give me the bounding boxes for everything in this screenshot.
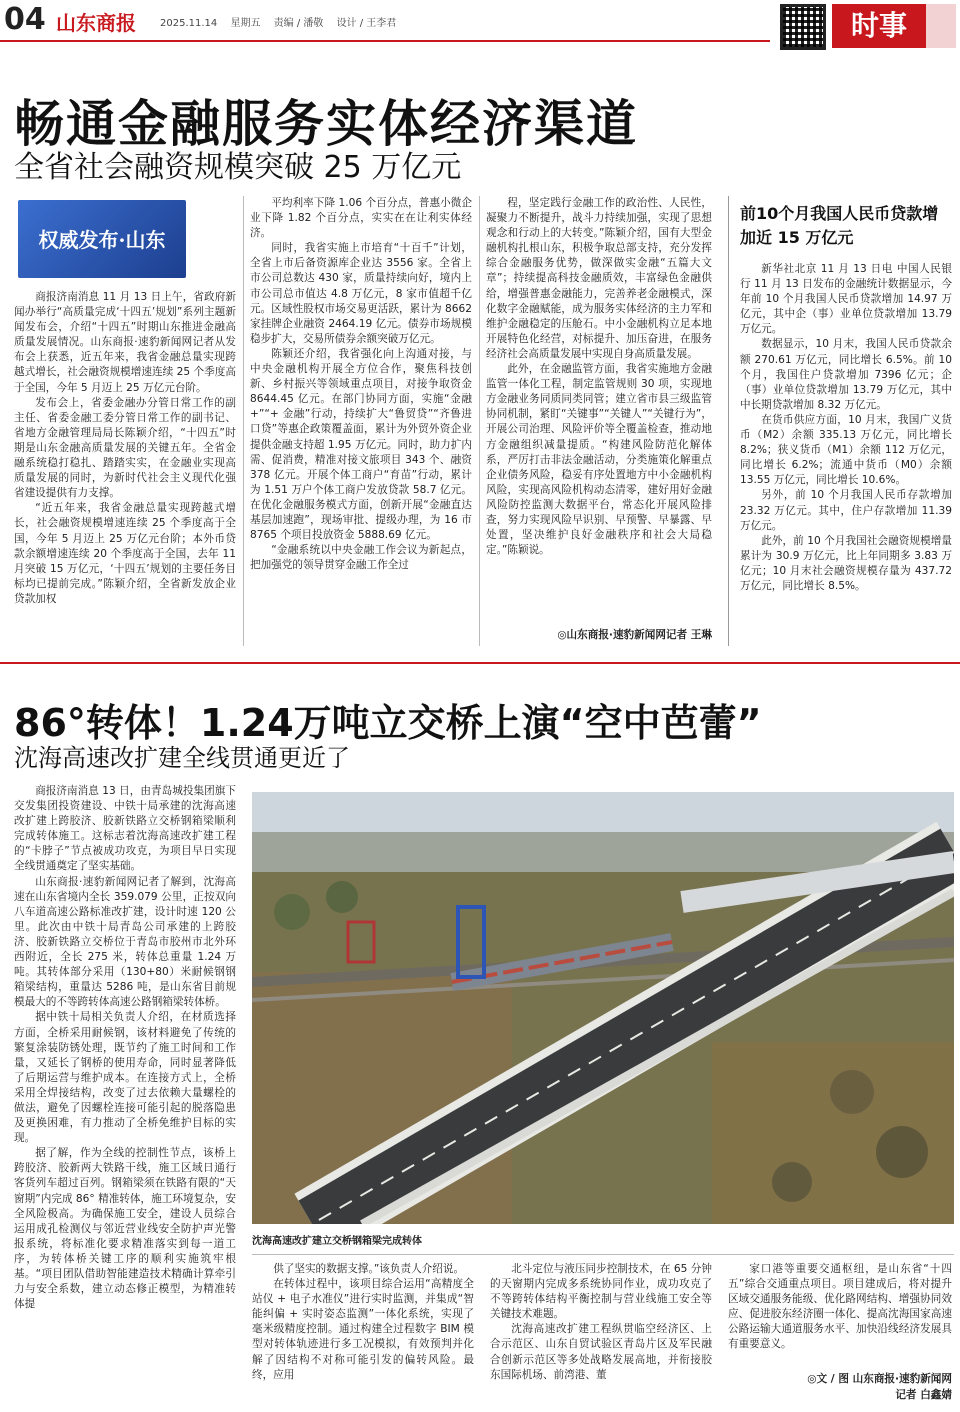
story-divider [0,662,960,664]
story2-byline: ◎文 / 图 山东商报·速豹新闻网 [807,1373,952,1385]
paragraph: 新华社北京 11 月 13 日电 中国人民银行 11 月 13 日发布的金融统计数据显示，今年前 10 个月我国人民币贷款增加 14.97 万亿元，其中企（事）业单位贷款增加 13.79 万亿元。 [740,263,952,336]
paragraph: 山东商报·速豹新闻网记者了解到，沈海高速在山东省境内全长 359.079 公里，正按双向八车道高速公路标准改扩建，设计时速 120 公里。此次由中铁十局青岛公司承建的上跨胶济、胶新铁路立交桥位于青岛市胶州市北外环西附近，全长 275 米，转体总重量 1.24 万吨。其转体部分采用（130+80）米耐候钢钢箱梁结构，重量达 5286 吨，是山东省目前规模最大的不等跨转体高速公路钢箱梁转体桥。 [14,875,236,1009]
paragraph: 北斗定位与液压同步控制技术，在 65 分钟的天窗期内完成多系统协同作业，成功攻克了不等跨转体结构平衡控制与营业线施工安全等关键技术难题。 [490,1263,712,1321]
story1-headline: 畅通金融服务实体经济渠道 [14,95,638,153]
paragraph: 家口港等重要交通枢纽，是山东省“十四五”综合交通重点项目。项目建成后，将对提升区域交通服务能级、优化路网结构、增强协同效应、促进胶东经济圈一体化、提高沈海国家高速公路运输大通道服务水平、加快沿线经济发展具有重要意义。 [728,1263,952,1351]
section-tag-accent [926,4,956,48]
paragraph: 此外，前 10 个月我国社会融资规模增量累计为 30.9 万亿元，比上年同期多 3.83 万亿元；10 月末社会融资规模存量为 437.72 万亿元，同比增长 8.5%。 [740,534,952,592]
editor-credit: 责编 / 潘敬 [273,18,324,29]
paragraph: 商报济南消息 13 日，由青岛城投集团旗下交发集团投资建设、中铁十局承建的沈海高速改扩建上跨胶济、胶新铁路立交桥钢箱梁顺利完成转体施工。这标志着沈海高速改扩建工程的“卡脖子”节点被成功攻克，为项目早日实现全线贯通奠定了坚实基础。 [14,785,236,873]
page-number: 04 [4,2,46,37]
paragraph: 商报济南消息 11 月 13 日上午，省政府新闻办举行“高质量完成‘十四五’规划”系列主题新闻发布会，介绍“十四五”时期山东推进金融高质量发展情况。山东商报·速豹新闻网记者从发布会上获悉，近五年来，我省金融总量实现跨越式增长，社会融资规模增速连续 25 个季度高于全国，今年 5 月迈上 25 万亿元台阶。 [14,291,236,394]
story1-subhead: 全省社会融资规模突破 25 万亿元 [14,150,462,185]
story2-column-3 [490,1262,712,1402]
paragraph: 同时，我省实施上市培育“十百千”计划，全省上市后备资源库企业达 3556 家。全省上市公司总数达 430 家，质量持续向好，境内上市公司总市值达 4.8 万亿元，8 家市值超千亿元。区域性股权市场交易更活跃，累计为 8662 家挂牌企业融资 2464.19 亿元。债券市场规模稳步扩大，交易所债券余额突破万亿元。 [250,242,472,345]
paragraph: 沈海高速改扩建工程纵贯临空经济区、上合示范区、山东自贸试验区青岛片区及军民融合创新示范区等多处战略发展高地，并衔接胶东国际机场、前湾港、董 [490,1323,712,1381]
paragraph: 另外，前 10 个月我国人民币存款增加 23.32 万亿元。其中，住户存款增加 11.39 万亿元。 [740,489,952,532]
paragraph: 平均利率下降 1.06 个百分点，普惠小微企业下降 1.82 个百分点，实实在在让利实体经济。 [250,197,472,240]
paragraph: “近五年来，我省金融总量实现跨越式增长，社会融资规模增速连续 25 个季度高于全国，今年 5 月迈上 25 万亿元台阶；本外币贷款余额增速连续 20 个季度高于全国，去年 11 月突破 15 万亿元，‘十四五’规划的主要任务目标均已提前完成。”陈颖介绍，全省新发放企业贷款加权 [14,502,236,605]
authority-release-badge [18,200,186,278]
sidebar-separator [728,196,729,646]
bridge-aerial-photo [252,792,954,1224]
designer-credit: 设计 / 王李君 [336,18,397,29]
photo-caption: 沈海高速改扩建立交桥钢箱梁完成转体 [252,1236,422,1247]
story1-byline: ◎山东商报·速豹新闻网记者 王琳 [557,629,712,641]
story2-headline: 86°转体！1.24万吨立交桥上演“空中芭蕾” [14,701,762,745]
header-rule [0,40,770,42]
paragraph: 程，坚定践行金融工作的政治性、人民性，凝聚力不断提升，战斗力持续加强，实现了思想观念和行动上的大转变。”陈颖介绍，国有大型金融机构扎根山东，积极争取总部支持，充分发挥综合金融服务优势，做深做实金融“五篇大文章”；持续提高科技金融质效，丰富绿色金融供给，增强普惠金融能力，完善养老金融模式，深化数字金融赋能，成为服务实体经济的主力军和维护金融稳定的压舱石。中小金融机构立足本地开展特色化经营，对标提升、加压奋进，在服务经济社会高质量发展中实现自身高质量发展。 [486,197,712,360]
paragraph: 发布会上，省委金融办分管日常工作的副主任、省委金融工委分管日常工作的副书记、省地方金融管理局局长陈颖介绍，“十四五”时期是山东金融高质量发展的关键五年。全省金融系统稳打稳扎、踏踏实实，在金融业实现高质量发展的同时，为新时代社会主义现代化强省建设提供有力支撑。 [14,396,236,500]
story2-column-1 [14,784,236,1402]
paragraph: 此外，在金融监管方面，我省实施地方金融监管一体化工程，制定监管规则 30 项，实现地方金融业务同质同类同管；建立省市县三级监管协同机制，紧盯“关键事”“关键人”“关键行为”，开展公司治理、风险评价等全覆盖检查，推动地方金融组织减量提质。“构建风险防范化解体系，严厉打击非法金融活动，分类施策化解重点企业债务风险，稳妥有序处置地方中小金融机构风险，实现高风险机构动态清零，建好用好金融风险防控监测大数据平台，常态化开展风险排查，努力实现风险早识别、早预警、早暴露、早处置，坚决维护良好金融秩序和社会大局稳定。”陈颖说。 [486,363,712,557]
paragraph: 陈颖还介绍，我省强化向上沟通对接，与中央金融机构开展全方位合作，聚焦科技创新、乡村振兴等领域重点项目，对接争取资金 8644.45 亿元。在部门协同方面，实施“金融 +”“+ 金融”行动，持续扩大“鲁贸贷”“齐鲁进口贷”等惠企政策覆盖面，累计为外贸外资企业提供金融支持超 1.95 万亿元。同时，助力扩内需、促消费，精准对接文旅项目 343 个、融资 378 亿元。开展个体工商户“育苗”行动，累计为 1.51 万户个体工商户发放贷款 58.7 亿元。在优化金融服务模式方面，创新开展“金融直达基层加速跑”，现场审批、提级办理，为 16 市 8765 个项目投放资金 5888.69 亿元。 [250,347,472,542]
sidebar-title: 前10个月我国人民币贷款增加近 15 万亿元 [740,204,939,247]
paragraph: 据中铁十局相关负责人介绍，在材质选择方面，全桥采用耐候钢，该材料避免了传统的繁复涂装防锈处理，既节约了施工时间和工作量，又延长了钢桥的使用寿命，同时显著降低了后期运营与维护成本。在连接方式上，全桥采用全焊接结构，改变了过去依赖大量螺栓的做法，避免了因螺栓连接可能引起的脱落隐患及更换困难，有力推动了全桥免维护目标的实现。 [14,1011,236,1145]
column-separator [479,196,480,646]
paragraph: 在货币供应方面，10 月末，我国广义货币（M2）余额 335.13 万亿元，同比增长 8.2%；狭义货币（M1）余额 112 万亿元，同比增长 6.2%；流通中货币（M0）余额 13.55 万亿元，同比增长 10.6%。 [740,413,952,487]
bridge-illustration [252,792,954,1224]
caption-rule [252,1254,954,1255]
paragraph: 供了坚实的数据支撑。”该负责人介绍说。 [273,1263,465,1275]
story2-column-4 [728,1262,952,1372]
issue-date: 2025.11.14 [160,18,218,29]
story1-column-2 [250,196,472,648]
newspaper-name: 山东商报 [56,11,136,35]
paragraph: 数据显示，10 月末，我国人民币贷款余额 270.61 万亿元，同比增长 6.5%。前 10 个月，我国住户贷款增加 7396 亿元；企（事）业单位贷款增加 13.79 万亿元，其中中长期贷款增加 8.32 万亿元。 [740,338,952,411]
paragraph: 据了解，作为全线的控制性节点，该桥上跨胶济、胶新两大铁路干线，施工区域日通行客货列车超过百列。钢箱梁须在铁路有限的“天窗期”内完成 86° 精准转体，施工环境复杂，安全风险极高。为确保施工安全，建设人员综合运用成孔检测仪与邻近营业线安全防护声光警报系统，将标准化要求精准落实到每一道工序，为转体桥关键工序的顺利实施筑牢根基。“项目团队借助智能建造技术精确计算牵引力与安全系数，建立动态修正模型，为精准转体提 [14,1147,236,1311]
qr-code-icon[interactable] [780,4,826,50]
story1-column-3 [486,196,712,626]
issue-weekday: 星期五 [230,18,261,29]
story2-reporter: 记者 白鑫婧 [895,1389,952,1401]
issue-meta [160,14,406,29]
section-label: 时事 [832,4,926,48]
story2-column-2 [252,1262,474,1402]
paragraph: “金融系统以中央金融工作会议为新起点，把加强党的领导贯穿金融工作全过 [250,544,472,572]
badge-label: 权威发布·山东 [38,228,166,252]
column-separator [243,196,244,646]
story1-column-1 [14,290,236,650]
paragraph: 在转体过程中，该项目综合运用“高精度全站仪 + 电子水准仪”进行实时监测，并集成“智能纠偏 + 实时姿态监测”一体化系统，实现了毫米级精度控制。通过构建全过程数字 BIM 模型对转体轨迹进行多工况模拟，有效预判并化解了因结构不对称可能引发的偏转风险。最终，应用 [252,1278,474,1381]
story2-subhead: 沈海高速改扩建全线贯通更近了 [14,744,350,772]
sidebar-body [740,262,952,648]
